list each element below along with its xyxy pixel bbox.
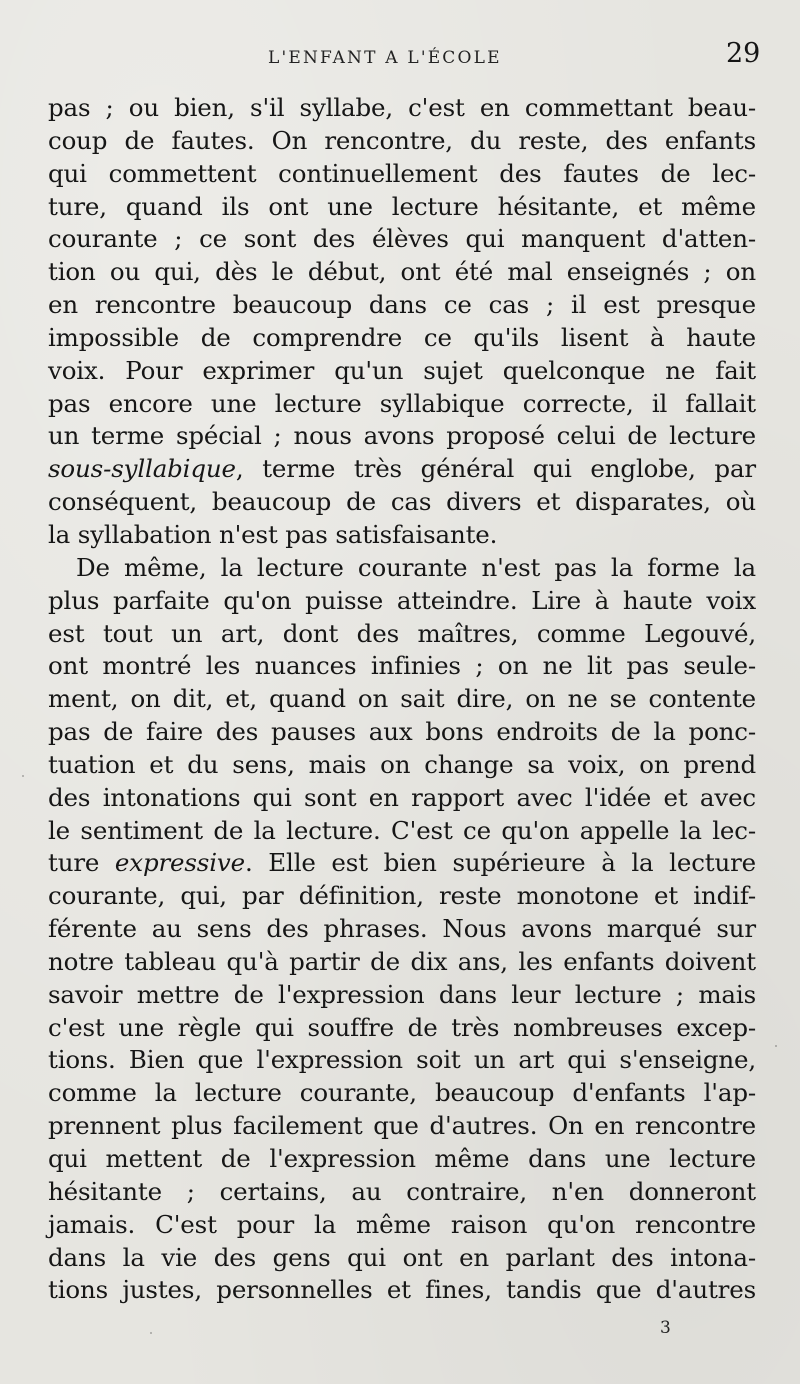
text-line: impossible de comprendre ce qu'ils lisent à haute — [48, 322, 756, 352]
page-number: 29 — [726, 38, 761, 69]
text-line: le sentiment de la lecture. C'est ce qu'on appelle la lec- — [48, 815, 756, 845]
line-post: , terme très général qui englobe, par — [235, 454, 756, 484]
text-line: ture, quand ils ont une lecture hésitante, et même — [48, 191, 756, 221]
italic-term: sous-syllabique — [48, 454, 236, 484]
text-line: c'est une règle qui souffre de très nombreuses excep- — [48, 1012, 756, 1042]
text-line: tions. Bien que l'expression soit un art qui s'enseigne, — [48, 1045, 756, 1075]
body-text — [48, 92, 756, 1307]
signature-mark: 3 — [660, 1318, 671, 1338]
running-title: L'ENFANT A L'ÉCOLE — [268, 48, 502, 68]
paper-speck — [150, 1332, 152, 1334]
text-line: pas ; ou bien, s'il syllabe, c'est en commettant beau- — [48, 93, 756, 122]
paper-speck — [22, 775, 24, 777]
text-line: prennent plus facilement que d'autres. On en rencontre — [48, 1111, 756, 1141]
text-line: férente au sens des phrases. Nous avons marqué sur — [48, 914, 756, 944]
text-line-paragraph-start: De même, la lecture courante n'est pas la forme la — [76, 552, 756, 582]
text-line: ment, on dit, et, quand on sait dire, on ne se contente — [48, 684, 756, 714]
text-line: tuation et du sens, mais on change sa voix, on prend — [48, 749, 756, 779]
text-line: tion ou qui, dès le début, ont été mal enseignés ; on — [48, 257, 756, 287]
text-line: conséquent, beaucoup de cas divers et disparates, où — [48, 487, 756, 517]
text-line: en rencontre beaucoup dans ce cas ; il est presque — [48, 290, 756, 320]
text-line: comme la lecture courante, beaucoup d'enfants l'ap- — [48, 1078, 756, 1108]
line-post: . Elle est bien supérieure à la lecture — [244, 848, 757, 878]
text-line: hésitante ; certains, au contraire, n'en donneront — [48, 1176, 756, 1206]
text-line: coup de fautes. On rencontre, du reste, des enfants — [48, 125, 756, 155]
text-line: des intonations qui sont en rapport avec l'idée et avec — [48, 782, 756, 812]
text-line: voix. Pour exprimer qu'un sujet quelconque ne fait — [48, 355, 756, 385]
text-line: savoir mettre de l'expression dans leur lecture ; mais — [48, 979, 756, 1009]
paper-speck — [775, 1045, 777, 1047]
text-line-with-italic — [48, 847, 756, 880]
text-line: pas de faire des pauses aux bons endroits de la ponc- — [48, 717, 756, 747]
text-line: dans la vie des gens qui ont en parlant des intona- — [48, 1242, 756, 1272]
italic-term: expressive — [114, 848, 245, 878]
text-line-with-italic — [48, 453, 756, 486]
running-header — [0, 38, 800, 76]
text-line: jamais. C'est pour la même raison qu'on rencontre — [48, 1209, 756, 1239]
text-line: notre tableau qu'à partir de dix ans, les enfants doivent — [48, 946, 756, 976]
text-line: qui commettent continuellement des fautes de lec- — [48, 158, 756, 188]
text-line: courante, qui, par définition, reste monotone et indif- — [48, 881, 756, 911]
text-line: plus parfaite qu'on puisse atteindre. Lire à haute voix — [48, 585, 756, 615]
text-line: est tout un art, dont des maîtres, comme Legouvé, — [48, 618, 756, 648]
text-line: qui mettent de l'expression même dans une lecture — [48, 1144, 756, 1173]
text-line-paragraph-end: la syllabation n'est pas satisfaisante. — [48, 519, 498, 549]
text-line: courante ; ce sont des élèves qui manquent d'atten- — [48, 224, 756, 254]
text-line: tions justes, personnelles et fines, tandis que d'autres — [48, 1275, 756, 1305]
text-line: un terme spécial ; nous avons proposé celui de lecture — [48, 421, 756, 451]
line-pre: ture — [48, 848, 115, 878]
text-line: ont montré les nuances infinies ; on ne lit pas seule- — [48, 651, 756, 681]
text-line: pas encore une lecture syllabique correcte, il fallait — [48, 388, 756, 418]
